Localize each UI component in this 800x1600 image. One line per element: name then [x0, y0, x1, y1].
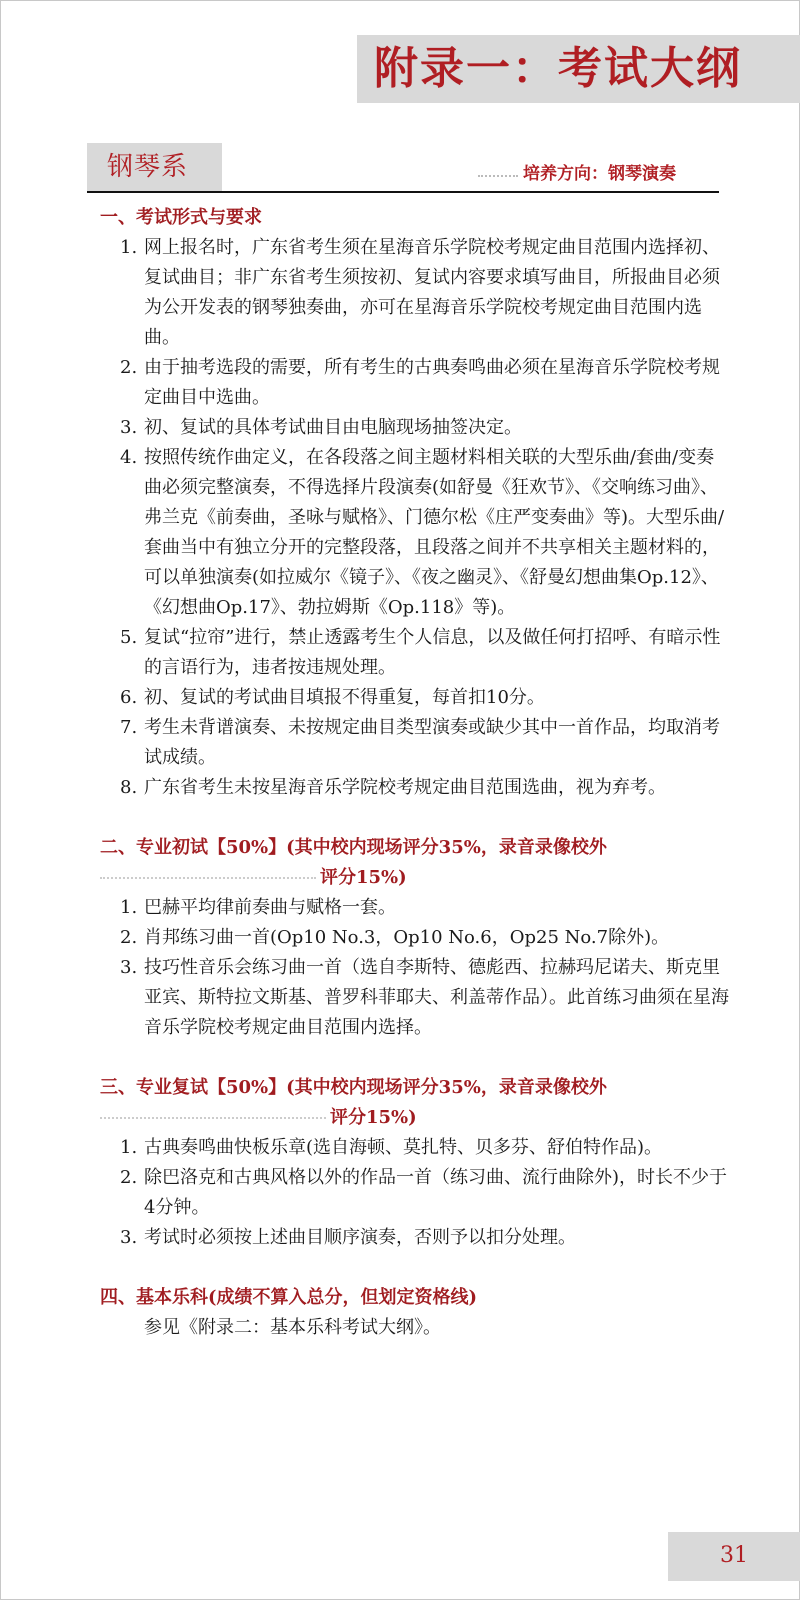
item-number: 4.	[120, 447, 138, 468]
item-text: 考试时必须按上述曲目顺序演奏，否则予以扣分处理。	[144, 1227, 576, 1248]
page-title: 附录一：考试大纲	[374, 43, 742, 94]
section-title-continuation	[100, 1103, 730, 1133]
item-number: 6.	[120, 687, 138, 708]
item-text: 复试“拉帘”进行，禁止透露考生个人信息，以及做任何打招呼、有暗示性的言语行为，违者按违规处理。	[144, 627, 721, 678]
item-number: 1.	[120, 1137, 138, 1158]
item-text: 广东省考生未按星海音乐学院校考规定曲目范围选曲，视为弃考。	[144, 777, 666, 798]
leader-dots	[100, 1117, 326, 1119]
list-item	[100, 413, 730, 443]
item-number: 1.	[120, 237, 138, 258]
section-title	[100, 1073, 730, 1133]
item-number: 2.	[120, 927, 138, 948]
section-title-continuation	[100, 863, 730, 893]
item-text: 巴赫平均律前奏曲与赋格一套。	[144, 897, 396, 918]
list-item	[100, 623, 730, 683]
final-list	[100, 1133, 730, 1253]
preliminary-list	[100, 893, 730, 1043]
reference-text: 参见《附录二：基本乐科考试大纲》。	[144, 1317, 441, 1338]
list-item	[100, 443, 730, 623]
item-number: 2.	[120, 1167, 138, 1188]
item-number: 2.	[120, 357, 138, 378]
section-title: 一、考试形式与要求	[100, 207, 262, 228]
section-title-tail: 评分15%)	[320, 867, 407, 888]
item-number: 3.	[120, 1227, 138, 1248]
list-item	[100, 1223, 730, 1253]
page-number: 31	[720, 1543, 748, 1568]
section-title-line: 二、专业初试【50%】(其中校内现场评分35%，录音录像校外	[100, 837, 607, 858]
leader-dots	[478, 175, 518, 177]
item-text: 考生未背谱演奏、未按规定曲目类型演奏或缺少其中一首作品，均取消考试成绩。	[144, 717, 720, 768]
item-text: 技巧性音乐会练习曲一首（选自李斯特、德彪西、拉赫玛尼诺夫、斯克里亚宾、斯特拉文斯基、普罗科菲耶夫、利盖蒂作品）。此首练习曲须在星海音乐学院校考规定曲目范围内选择。	[144, 957, 729, 1038]
list-item	[100, 353, 730, 413]
list-item	[100, 893, 730, 923]
list-item	[100, 683, 730, 713]
list-item	[100, 233, 730, 353]
section-title: 四、基本乐科(成绩不算入总分，但划定资格线)	[100, 1287, 478, 1308]
item-text: 网上报名时，广东省考生须在星海音乐学院校考规定曲目范围内选择初、复试曲目；非广东省考生须按初、复试内容要求填写曲目，所报曲目必须为公开发表的钢琴独奏曲，亦可在星海音乐学院校考规定曲目范围内选曲。	[144, 237, 720, 348]
section-title	[100, 833, 730, 893]
item-number: 5.	[120, 627, 138, 648]
requirements-list	[100, 233, 730, 803]
list-item	[100, 773, 730, 803]
item-text: 由于抽考选段的需要，所有考生的古典奏鸣曲必须在星海音乐学院校考规定曲目中选曲。	[144, 357, 720, 408]
item-text: 按照传统作曲定义，在各段落之间主题材料相关联的大型乐曲/套曲/变奏曲必须完整演奏，不得选择片段演奏(如舒曼《狂欢节》、《交响练习曲》、弗兰克《前奏曲，圣咏与赋格》、门德尔松《庄严变奏曲》等)。大型乐曲/套曲当中有独立分开的完整段落，且段落之间并不共享相关主题材料的，可以单独演奏(如拉威尔《镜子》、《夜之幽灵》、《舒曼幻想曲集Op.12》、《幻想曲Op.17》、勃拉姆斯《Op.118》等)。	[144, 447, 725, 618]
item-number: 7.	[120, 717, 138, 738]
section-title-line: 三、专业复试【50%】(其中校内现场评分35%，录音录像校外	[100, 1077, 607, 1098]
item-text: 初、复试的具体考试曲目由电脑现场抽签决定。	[144, 417, 522, 438]
leader-dots	[100, 877, 316, 879]
training-direction: 培养方向：钢琴演奏	[523, 164, 676, 184]
list-item	[100, 1163, 730, 1223]
section-title-tail: 评分15%)	[330, 1107, 417, 1128]
item-text: 古典奏鸣曲快板乐章(选自海顿、莫扎特、贝多芬、舒伯特作品)。	[144, 1137, 663, 1158]
item-text: 除巴洛克和古典风格以外的作品一首（练习曲、流行曲除外)，时长不少于4分钟。	[144, 1167, 728, 1218]
item-text: 肖邦练习曲一首(Op10 No.3，Op10 No.6，Op25 No.7除外)。	[144, 927, 670, 948]
list-item	[100, 1133, 730, 1163]
item-number: 3.	[120, 417, 138, 438]
header-rule	[87, 191, 719, 193]
item-text: 初、复试的考试曲目填报不得重复，每首扣10分。	[144, 687, 545, 708]
item-number: 8.	[120, 777, 138, 798]
item-number: 3.	[120, 957, 138, 978]
department-name: 钢琴系	[107, 152, 189, 182]
list-item	[100, 713, 730, 773]
list-item	[100, 923, 730, 953]
item-number: 1.	[120, 897, 138, 918]
list-item	[100, 953, 730, 1043]
syllabus-content	[100, 203, 730, 1343]
